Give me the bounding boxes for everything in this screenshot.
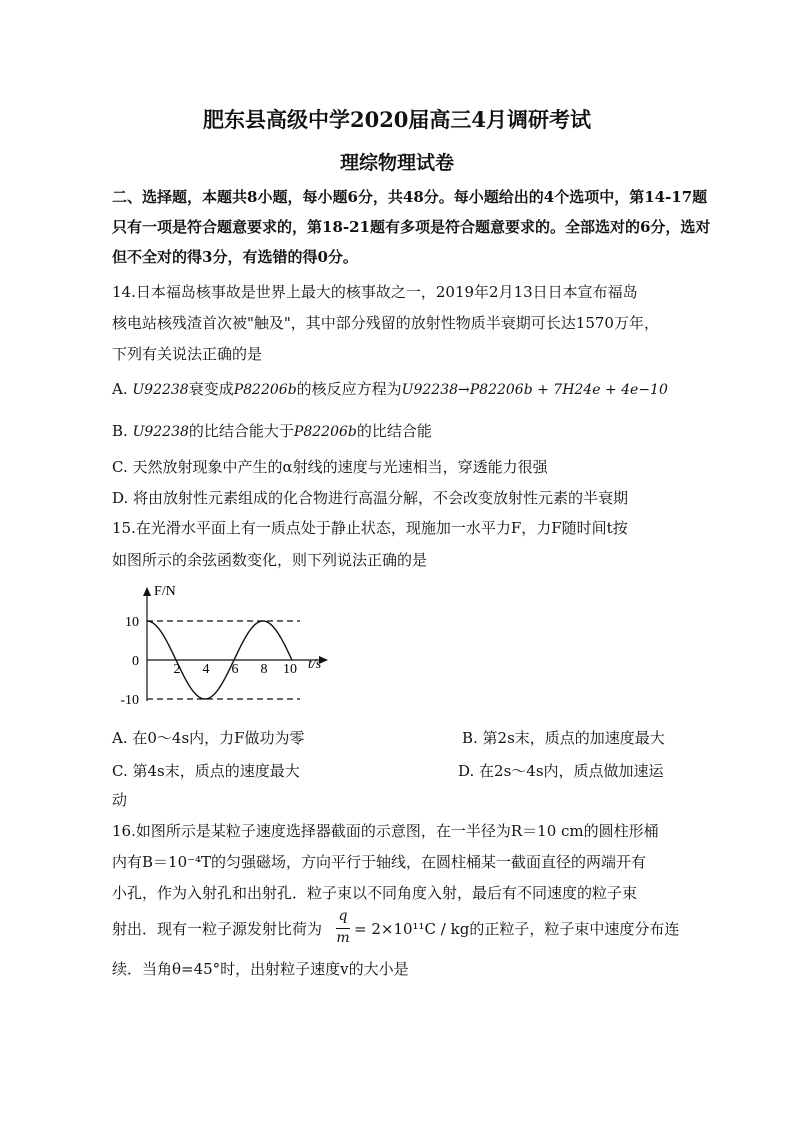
y-tick-label: 10 — [125, 615, 139, 630]
y-tick-label: -10 — [120, 693, 139, 708]
q14-stem-line1: 14.日本福岛核事故是世界上最大的核事故之一，2019年2月13日日本宣布福岛 — [112, 283, 638, 301]
q14-option-c: C. 天然放射现象中产生的α射线的速度与光速相当，穿透能力很强 — [112, 458, 548, 476]
q14-stem-line2: 核电站核残渣首次被"触及"，其中部分残留的放射性物质半衰期可长达1570万年， — [112, 314, 659, 332]
option-label: A. — [112, 380, 133, 398]
fraction-bar — [336, 928, 350, 929]
q15-option-d: D. 在2s～4s内，质点做加速运 — [458, 762, 664, 780]
q15-option-a: A. 在0～4s内，力F做功为零 — [112, 729, 305, 747]
nuclide: P82206b — [233, 382, 297, 398]
y-axis-label: F/N — [154, 584, 176, 599]
y-axis-arrow — [143, 587, 151, 596]
option-text: 的核反应方程为 — [296, 380, 402, 398]
q14-stem-line3: 下列有关说法正确的是 — [112, 345, 263, 363]
force-time-chart — [112, 583, 342, 708]
option-label: B. — [112, 422, 133, 440]
x-axis-label: t/s — [308, 657, 322, 672]
page-title: 肥东县高级中学2020届高三4月调研考试 — [202, 107, 592, 132]
x-tick-label: 2 — [173, 662, 181, 677]
q14-option-d: D. 将由放射性元素组成的化合物进行高温分解，不会改变放射性元素的半衰期 — [112, 489, 629, 507]
x-tick-label: 8 — [260, 662, 268, 677]
page-subtitle: 理综物理试卷 — [339, 152, 454, 174]
q16-stem-line4b: = 2×10¹¹C / kg的正粒子，粒子束中速度分布连 — [354, 920, 680, 938]
reaction-equation: U92238→P82206b + 7H24e + 4e−10 — [401, 382, 668, 398]
q14-option-a — [112, 378, 668, 399]
y-tick-label: 0 — [132, 654, 139, 669]
section-instructions-line1: 二、选择题，本题共8小题，每小题6分，共48分。每小题给出的4个选项中，第14-17题 — [112, 188, 708, 206]
nuclide: U92238 — [132, 424, 189, 440]
q16-stem-line5: 续．当角θ=45°时，出射粒子速度v的大小是 — [112, 960, 409, 978]
x-tick-label: 10 — [283, 662, 297, 677]
charge-ratio-denominator: m — [336, 930, 350, 946]
x-tick-label: 4 — [202, 662, 210, 677]
charge-ratio-numerator: q — [338, 908, 348, 924]
q16-stem-line3: 小孔，作为入射孔和出射孔．粒子束以不同角度入射，最后有不同速度的粒子束 — [112, 884, 638, 902]
q15-option-b: B. 第2s末，质点的加速度最大 — [462, 729, 665, 747]
q15-option-d-continued: 动 — [112, 791, 128, 809]
section-instructions-line3: 但不全对的得3分，有选错的得0分。 — [112, 248, 358, 266]
q16-stem-line1: 16.如图所示是某粒子速度选择器截面的示意图，在一半径为R＝10 cm的圆柱形桶 — [112, 822, 659, 840]
nuclide: U92238 — [132, 382, 189, 398]
option-text: 的比结合能 — [356, 422, 432, 440]
nuclide: P82206b — [293, 424, 357, 440]
q15-option-c: C. 第4s末，质点的速度最大 — [112, 762, 300, 780]
option-text: 衰变成 — [188, 380, 234, 398]
q15-stem-line2: 如图所示的余弦函数变化，则下列说法正确的是 — [112, 551, 428, 569]
q16-stem-line4a: 射出．现有一粒子源发射比荷为 — [112, 920, 323, 938]
q16-stem-line2: 内有B＝10⁻⁴T的匀强磁场，方向平行于轴线，在圆柱桶某一截面直径的两端开有 — [112, 853, 647, 871]
section-instructions-line2: 只有一项是符合题意要求的，第18-21题有多项是符合题意要求的。全部选对的6分，选对 — [112, 218, 711, 236]
x-tick-label: 6 — [231, 662, 239, 677]
q14-option-b — [112, 420, 432, 441]
q15-stem-line1: 15.在光滑水平面上有一质点处于静止状态，现施加一水平力F，力F随时间t按 — [112, 519, 628, 537]
option-text: 的比结合能大于 — [188, 422, 294, 440]
